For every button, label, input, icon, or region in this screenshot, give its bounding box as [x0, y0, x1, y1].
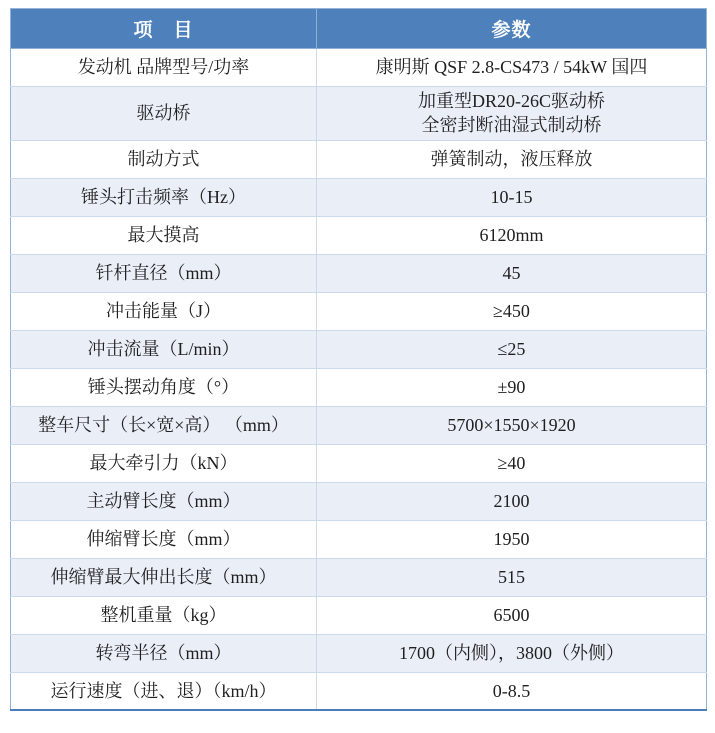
item-cell: 钎杆直径（mm） — [11, 254, 317, 292]
table-row — [11, 330, 707, 368]
value-line: 5700×1550×1920 — [447, 414, 576, 435]
item-cell: 冲击能量（J） — [11, 292, 317, 330]
value-line: 45 — [502, 262, 521, 283]
value-cell — [317, 672, 707, 710]
header-row — [11, 9, 707, 49]
value-line: 加重型DR20-26C驱动桥 — [417, 91, 605, 111]
item-cell: 最大摸高 — [11, 216, 317, 254]
value-cell — [317, 254, 707, 292]
item-cell: 转弯半径（mm） — [11, 634, 317, 672]
column-header-param: 参数 — [317, 9, 707, 49]
item-cell: 驱动桥 — [11, 87, 317, 141]
item-cell: 整车尺寸（长×宽×高） （mm） — [11, 406, 317, 444]
table-row — [11, 558, 707, 596]
table-row — [11, 444, 707, 482]
table-row — [11, 368, 707, 406]
table-row — [11, 49, 707, 87]
value-cell — [317, 596, 707, 634]
table-row — [11, 292, 707, 330]
value-line: ≤25 — [497, 338, 526, 359]
value-cell — [317, 330, 707, 368]
value-cell — [317, 520, 707, 558]
table-row — [11, 482, 707, 520]
table-row — [11, 87, 707, 141]
value-line: 1950 — [493, 528, 530, 549]
item-cell: 伸缩臂最大伸出长度（mm） — [11, 558, 317, 596]
item-cell: 伸缩臂长度（mm） — [11, 520, 317, 558]
value-cell — [317, 216, 707, 254]
table-row — [11, 634, 707, 672]
value-line: 0-8.5 — [492, 680, 531, 701]
spec-table-body — [11, 49, 707, 711]
value-cell — [317, 178, 707, 216]
value-cell — [317, 406, 707, 444]
table-row — [11, 596, 707, 634]
table-row — [11, 216, 707, 254]
table-row — [11, 254, 707, 292]
item-cell: 发动机 品牌型号/功率 — [11, 49, 317, 87]
spec-table — [10, 8, 707, 711]
value-line: ±90 — [497, 376, 526, 397]
table-row — [11, 178, 707, 216]
item-cell: 运行速度（进、退）（km/h） — [11, 672, 317, 710]
table-row — [11, 140, 707, 178]
table-row — [11, 520, 707, 558]
value-cell — [317, 634, 707, 672]
item-cell: 冲击流量（L/min） — [11, 330, 317, 368]
value-line: 全密封断油湿式制动桥 — [421, 115, 602, 136]
value-cell — [317, 368, 707, 406]
spec-table-header — [11, 9, 707, 49]
value-cell — [317, 482, 707, 520]
value-line: 6500 — [493, 604, 530, 625]
item-cell: 锤头打击频率（Hz） — [11, 178, 317, 216]
value-line: 康明斯 QSF 2.8-CS473 / 54kW 国四 — [375, 57, 648, 78]
value-cell — [317, 558, 707, 596]
spec-table-container — [10, 8, 706, 711]
item-cell: 锤头摆动角度（°） — [11, 368, 317, 406]
value-cell — [317, 292, 707, 330]
table-row — [11, 672, 707, 710]
value-cell — [317, 140, 707, 178]
value-line: 2100 — [493, 490, 530, 511]
value-line: ≥40 — [497, 452, 526, 473]
value-line: 1700（内侧），3800（外侧） — [399, 642, 624, 663]
item-cell: 整机重量（kg） — [11, 596, 317, 634]
value-cell — [317, 444, 707, 482]
value-cell — [317, 87, 707, 141]
value-cell — [317, 49, 707, 87]
column-header-item: 项 目 — [11, 9, 317, 49]
value-line: ≥450 — [493, 300, 530, 321]
item-cell: 制动方式 — [11, 140, 317, 178]
value-line: 6120mm — [479, 224, 544, 245]
value-line: 515 — [498, 566, 525, 587]
item-cell: 主动臂长度（mm） — [11, 482, 317, 520]
value-line: 10-15 — [490, 186, 533, 207]
table-row — [11, 406, 707, 444]
value-line: 弹簧制动，液压释放 — [430, 148, 593, 169]
item-cell: 最大牵引力（kN） — [11, 444, 317, 482]
